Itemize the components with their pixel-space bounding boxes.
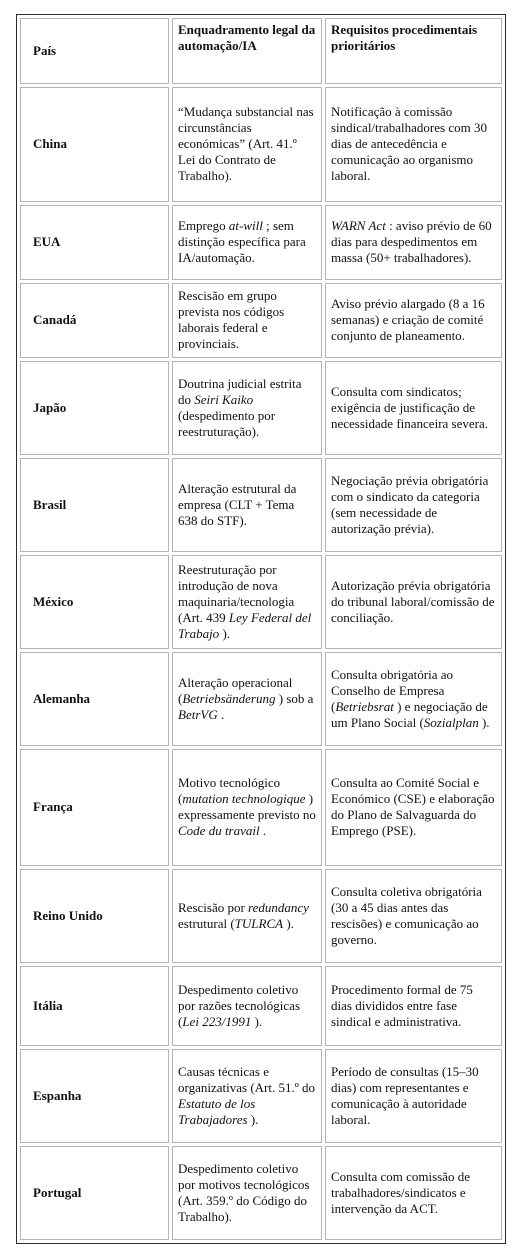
table-row: [20, 87, 502, 202]
country-cell: Brasil: [20, 458, 169, 552]
table-row: [20, 361, 502, 455]
requirements-cell: [325, 283, 502, 358]
legal-framework-cell: [172, 555, 322, 649]
comparison-table: [17, 15, 505, 1243]
text-segment: ; sem distinção específica para IA/automação.: [178, 218, 306, 265]
header-country: País: [20, 18, 169, 84]
text-segment: Negociação prévia obrigatória com o sindicato da categoria (sem necessidade de autorização prévia).: [331, 472, 489, 536]
text-segment: Alteração operacional (: [178, 674, 293, 706]
text-segment: Notificação à comissão sindical/trabalhadores com 30 dias de antecedência e comunicação ao organismo laboral.: [331, 104, 487, 183]
requirements-cell: [325, 87, 502, 202]
legal-framework-cell: [172, 1049, 322, 1143]
text-segment: Reestruturação por introdução de nova maquinaria/tecnologia (Art. 439: [178, 561, 295, 625]
text-segment: Emprego: [178, 218, 229, 233]
italic-text-segment: mutation technologique: [182, 791, 306, 806]
legal-framework-cell: [172, 652, 322, 746]
table-row: [20, 966, 502, 1046]
italic-text-segment: Ley Federal del Trabajo: [178, 609, 312, 641]
table-body: [20, 87, 502, 1240]
requirements-cell: [325, 1049, 502, 1143]
legal-framework-cell: [172, 458, 322, 552]
header-requirements: Requisitos procedimentais prioritários: [325, 18, 502, 84]
requirements-cell: [325, 205, 502, 280]
italic-text-segment: WARN Act: [331, 218, 386, 233]
legal-framework-cell: [172, 87, 322, 202]
legal-framework-cell: [172, 749, 322, 866]
italic-text-segment: TULRCA: [234, 915, 284, 931]
italic-text-segment: redundancy: [248, 899, 309, 915]
text-segment: Causas técnicas e organizativas (Art. 51.º do: [178, 1063, 316, 1095]
country-cell: Espanha: [20, 1049, 169, 1143]
italic-text-segment: at-will: [228, 218, 263, 233]
text-segment: Despedimento coletivo por razões tecnológicas (: [178, 981, 301, 1029]
requirements-cell: [325, 966, 502, 1046]
text-segment: Autorização prévia obrigatória do tribunal laboral/comissão de conciliação.: [331, 577, 495, 625]
table-row: [20, 205, 502, 280]
text-segment: estrutural (: [178, 915, 235, 931]
table-row: [20, 555, 502, 649]
text-segment: Alteração estrutural da empresa (CLT + Tema 638 do STF).: [178, 480, 297, 528]
requirements-cell: [325, 869, 502, 963]
table-header-row: [20, 18, 502, 84]
text-segment: .: [259, 823, 267, 838]
text-segment: ).: [283, 915, 294, 931]
text-segment: ).: [247, 1111, 259, 1127]
country-cell: França: [20, 749, 169, 866]
text-segment: ) expressamente previsto no: [178, 791, 316, 822]
country-cell: Alemanha: [20, 652, 169, 746]
text-segment: Período de consultas (15–30 dias) com representantes e comunicação à autoridade laboral.: [331, 1063, 479, 1127]
text-segment: ).: [219, 625, 231, 641]
text-segment: Consulta obrigatória ao Conselho de Empresa (: [331, 666, 454, 714]
text-segment: Aviso prévio alargado (8 a 16 semanas) e criação de comité conjunto de planeamento.: [331, 296, 485, 343]
italic-text-segment: Sozialplan: [423, 714, 479, 730]
legal-framework-cell: [172, 966, 322, 1046]
text-segment: Procedimento formal de 75 dias divididos entre fase sindical e administrativa.: [331, 981, 473, 1029]
table-row: [20, 749, 502, 866]
legal-framework-cell: [172, 361, 322, 455]
italic-text-segment: Betriebsrat: [335, 698, 394, 714]
table-row: [20, 1049, 502, 1143]
requirements-cell: [325, 652, 502, 746]
table-row: [20, 652, 502, 746]
country-cell: México: [20, 555, 169, 649]
italic-text-segment: Seiri Kaiko: [194, 391, 254, 407]
table-row: [20, 1146, 502, 1240]
country-cell: Reino Unido: [20, 869, 169, 963]
requirements-cell: [325, 555, 502, 649]
table-row: [20, 458, 502, 552]
country-cell: Itália: [20, 966, 169, 1046]
text-segment: Rescisão em grupo prevista nos códigos laborais federal e provinciais.: [178, 288, 285, 351]
legal-framework-cell: [172, 869, 322, 963]
country-cell: Japão: [20, 361, 169, 455]
country-cell: China: [20, 87, 169, 202]
text-segment: Consulta com comissão de trabalhadores/sindicatos e intervenção da ACT.: [331, 1168, 471, 1216]
legal-framework-cell: [172, 1146, 322, 1240]
country-cell: Portugal: [20, 1146, 169, 1240]
requirements-cell: [325, 361, 502, 455]
text-segment: ) sob a: [275, 690, 314, 706]
table-row: [20, 283, 502, 358]
text-segment: ).: [251, 1013, 263, 1029]
italic-text-segment: Betriebsänderung: [182, 690, 276, 706]
text-segment: ) e negociação de um Plano Social (: [331, 698, 488, 730]
legal-framework-cell: [172, 283, 322, 358]
comparison-table-container: [16, 14, 506, 1244]
country-cell: EUA: [20, 205, 169, 280]
text-segment: “Mudança substancial nas circunstâncias económicas” (Art. 41.º Lei do Contrato de Trabalho).: [178, 104, 314, 183]
requirements-cell: [325, 749, 502, 866]
text-segment: Doutrina judicial estrita do: [178, 375, 302, 407]
text-segment: Consulta com sindicatos; exigência de justificação de necessidade financeira severa.: [331, 383, 488, 431]
italic-text-segment: Lei 223/1991: [182, 1013, 252, 1029]
legal-framework-cell: [172, 205, 322, 280]
text-segment: Consulta ao Comité Social e Económico (CSE) e elaboração do Plano de Salvaguarda do Emprego (PSE).: [331, 775, 495, 838]
country-cell: Canadá: [20, 283, 169, 358]
requirements-cell: [325, 1146, 502, 1240]
text-segment: : aviso prévio de 60 dias para despedimentos em massa (50+ trabalhadores).: [331, 218, 492, 265]
table-row: [20, 869, 502, 963]
text-segment: Consulta coletiva obrigatória (30 a 45 dias antes das rescisões) e comunicação ao governo.: [331, 883, 482, 947]
text-segment: Rescisão por: [178, 899, 249, 915]
text-segment: ).: [478, 714, 490, 730]
text-segment: Despedimento coletivo por motivos tecnológicos (Art. 359.º do Código do Trabalho).: [178, 1160, 310, 1224]
requirements-cell: [325, 458, 502, 552]
italic-text-segment: Estatuto de los Trabajadores: [178, 1095, 256, 1127]
text-segment: (despedimento por reestruturação).: [178, 407, 276, 439]
italic-text-segment: Code du travail: [178, 823, 260, 838]
text-segment: Motivo tecnológico (: [178, 775, 281, 806]
text-segment: .: [217, 706, 225, 722]
header-legal-framework: Enquadramento legal da automação/IA: [172, 18, 322, 84]
italic-text-segment: BetrVG: [178, 706, 218, 722]
